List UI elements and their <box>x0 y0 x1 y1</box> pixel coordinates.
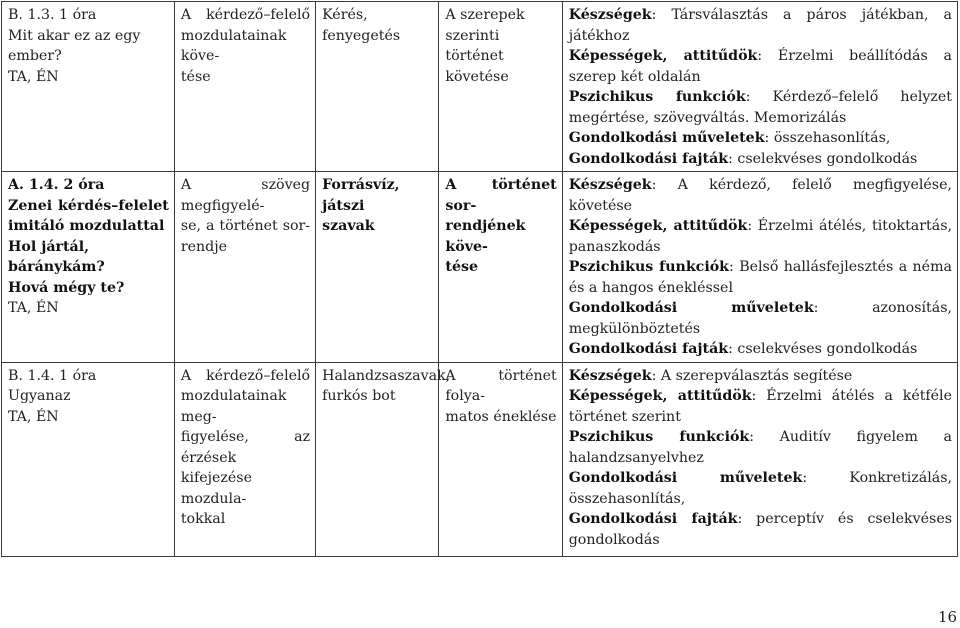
lesson-id-cell <box>2 2 175 172</box>
skills-cell: Készségek: A szerepválasztás segítése Képességek, attitűdök: Érzelmi átélés a kétféle történet szerint Pszichikus funkciók: Auditív figyelem a halandzsanyelvhez Gondolkodási műveletek: Konkretizálás, összehasonlítás, Gondolkodási fajták: perceptív és cselekvéses gondolkodás <box>562 362 957 556</box>
lesson-id-cell: A. 1.4. 2 óra Zenei kérdés–felelet imitáló mozdulattal Hol jártál, báránykám? Hová mégy te? TA, ÉN <box>2 172 175 363</box>
lesson-tag: TA, ÉN <box>8 68 59 85</box>
material-cell: Kérés, fenyegetés <box>316 2 439 172</box>
lesson-id-cell: B. 1.4. 1 óra Ugyanaz TA, ÉN <box>2 362 175 556</box>
table-row <box>2 362 958 556</box>
material-cell: Halandzsaszavak, furkós bot <box>316 362 439 556</box>
activity-cell: A szöveg megfigyelé- se, a történet sor- rendje <box>174 172 315 363</box>
lesson-title: Mit akar ez az egy ember? <box>8 27 141 64</box>
lesson-plan-table <box>1 1 958 557</box>
table-row <box>2 2 958 172</box>
task-cell: A történet folya- matos éneklése <box>439 362 562 556</box>
table-row <box>2 172 958 363</box>
task-cell: A szerepek szerinti történet követése <box>439 2 562 172</box>
material-cell: Forrásvíz, játszi szavak <box>316 172 439 363</box>
skills-cell: Készségek: A kérdező, felelő megfigyelése, követése Képességek, attitűdök: Érzelmi átélés, titoktartás, panaszkodás Pszichikus funkciók: Belső hallásfejlesztés a néma és a hangos énekléssel Gondolkodási műveletek: azonosítás, megkülönböztetés Gondolkodási fajták: cselekvéses gondolkodás <box>562 172 957 363</box>
activity-cell: A kérdező–felelő mozdulatainak meg- figyelése, az érzések kifejezése mozdula- tokkal <box>174 362 315 556</box>
task-cell: A történet sor- rendjének köve- tése <box>439 172 562 363</box>
lesson-code: B. 1.3. 1 óra <box>8 7 97 23</box>
skills-cell: Készségek: Társválasztás a páros játékban, a játékhoz Képességek, attitűdök: Érzelmi beállítódás a szerep két oldalán Pszichikus funkciók: Kérdező–felelő helyzet megértése, szövegváltás. Memorizálás Gondolkodási műveletek: összehasonlítás, Gondolkodási fajták: cselekvéses gondolkodás <box>562 2 957 172</box>
activity-cell: A kérdező–felelő mozdulatainak köve- tése <box>174 2 315 172</box>
page-number: 16 <box>938 608 958 626</box>
